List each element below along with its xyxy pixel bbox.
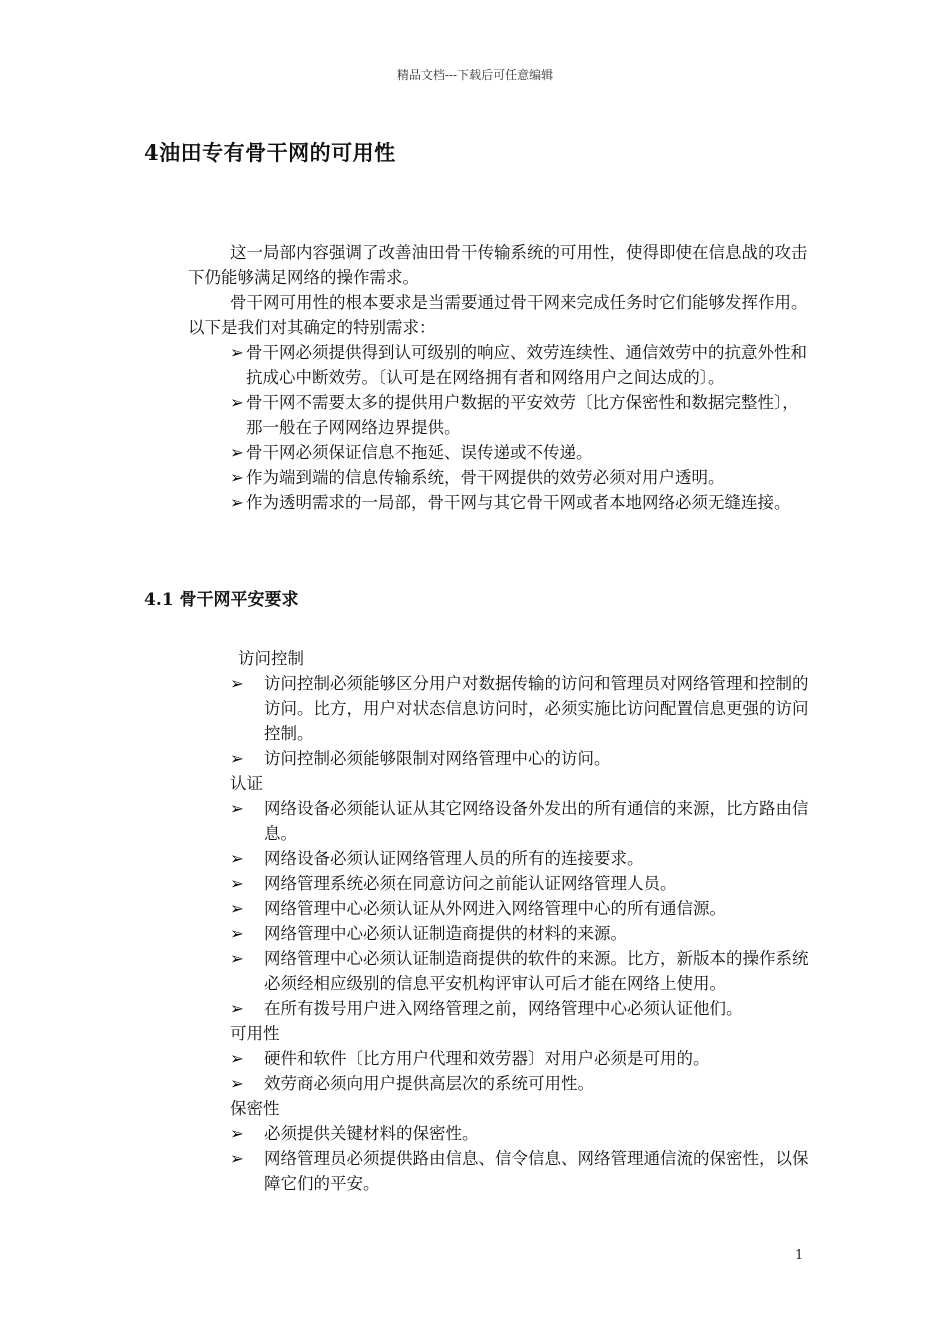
- list-item: [188, 465, 808, 490]
- list-item-text: 骨干网必须保证信息不拖延、误传递或不传递。: [246, 443, 593, 462]
- list-item-text: 网络管理中心必须认证从外网进入网络管理中心的所有通信源。: [264, 899, 726, 918]
- arrow-bullet-icon: ➢: [230, 1074, 244, 1093]
- list-item: [230, 996, 812, 1021]
- requirements-sections: [230, 646, 812, 1196]
- arrow-bullet-icon: ➢: [230, 849, 244, 868]
- authentication-list: [230, 796, 812, 1021]
- list-item-text: 网络设备必须能认证从其它网络设备外发出的所有通信的来源，比方路由信息。: [264, 799, 809, 843]
- page-number: 1: [795, 1248, 804, 1263]
- intro-paragraph: 骨干网可用性的根本要求是当需要通过骨干网来完成任务时它们能够发挥作用。以下是我们对其确定的特别需求：: [188, 293, 808, 337]
- chapter-title: 4油田专有骨干网的可用性: [144, 140, 396, 165]
- list-item-text: 作为端到端的信息传输系统，骨干网提供的效劳必须对用户透明。: [246, 468, 725, 487]
- list-item-text: 网络管理系统必须在同意访问之前能认证网络管理人员。: [264, 874, 677, 893]
- arrow-bullet-icon: ➢: [230, 949, 244, 968]
- arrow-bullet-icon: ➢: [230, 924, 244, 943]
- list-item-text: 访问控制必须能够限制对网络管理中心的访问。: [264, 749, 611, 768]
- list-item: [230, 1146, 812, 1196]
- page-header: 精品文档---下载后可任意编辑: [396, 68, 554, 82]
- list-item-text: 访问控制必须能够区分用户对数据传输的访问和管理员对网络管理和控制的访问。比方，用户对状态信息访问时，必须实施比访问配置信息更强的访问控制。: [264, 674, 809, 743]
- list-item: [230, 946, 812, 996]
- intro-paragraph: 这一局部内容强调了改善油田骨干传输系统的可用性，使得即使在信息战的攻击下仍能够满足网络的操作需求。: [188, 243, 808, 287]
- arrow-bullet-icon: ➢: [230, 674, 244, 693]
- list-item-text: 作为透明需求的一局部，骨干网与其它骨干网或者本地网络必须无缝连接。: [246, 493, 791, 512]
- arrow-bullet-icon: ➢: [230, 799, 244, 818]
- list-item-text: 必须提供关键材料的保密性。: [264, 1124, 479, 1143]
- list-item: [230, 746, 812, 771]
- arrow-bullet-icon: ➢: [230, 493, 244, 512]
- list-item-text: 硬件和软件〔比方用户代理和效劳器〕对用户必须是可用的。: [264, 1049, 710, 1068]
- availability-list: [230, 1046, 812, 1096]
- list-item-text: 效劳商必须向用户提供高层次的系统可用性。: [264, 1074, 594, 1093]
- arrow-bullet-icon: ➢: [230, 999, 244, 1018]
- confidentiality-list: [230, 1121, 812, 1196]
- list-item-text: 网络管理员必须提供路由信息、信令信息、网络管理通信流的保密性，以保障它们的平安。: [264, 1149, 809, 1193]
- list-item: [188, 440, 808, 465]
- subsection-title-confidentiality: 保密性: [230, 1099, 280, 1118]
- arrow-bullet-icon: ➢: [230, 1149, 244, 1168]
- list-item: [230, 1046, 812, 1071]
- list-item-text: 网络管理中心必须认证制造商提供的材料的来源。: [264, 924, 627, 943]
- list-item-text: 在所有拨号用户进入网络管理之前，网络管理中心必须认证他们。: [264, 999, 743, 1018]
- list-item-text: 网络设备必须认证网络管理人员的所有的连接要求。: [264, 849, 644, 868]
- list-item: [230, 871, 812, 896]
- intro-block: [188, 240, 808, 515]
- arrow-bullet-icon: ➢: [230, 899, 244, 918]
- list-item: [230, 1121, 812, 1146]
- list-item-text: 骨干网必须提供得到认可级别的响应、效劳连续性、通信效劳中的抗意外性和抗成心中断效劳。〔认可是在网络拥有者和网络用户之间达成的〕。: [246, 343, 807, 387]
- list-item: [230, 896, 812, 921]
- subsection-title-access-control: 访问控制: [238, 649, 304, 668]
- access-control-list: [230, 671, 812, 771]
- arrow-bullet-icon: ➢: [230, 874, 244, 893]
- section-title: 4.1 骨干网平安要求: [144, 590, 299, 610]
- list-item-text: 网络管理中心必须认证制造商提供的软件的来源。比方，新版本的操作系统必须经相应级别的信息平安机构评审认可后才能在网络上使用。: [264, 949, 809, 993]
- list-item: [230, 796, 812, 846]
- subsection-title-authentication: 认证: [230, 774, 263, 793]
- list-item: [230, 671, 812, 746]
- subsection-title-availability: 可用性: [230, 1024, 280, 1043]
- arrow-bullet-icon: ➢: [230, 749, 244, 768]
- arrow-bullet-icon: ➢: [230, 393, 244, 412]
- list-item: [230, 1071, 812, 1096]
- list-item: [230, 921, 812, 946]
- arrow-bullet-icon: ➢: [230, 1124, 244, 1143]
- list-item-text: 骨干网不需要太多的提供用户数据的平安效劳〔比方保密性和数据完整性〕，那一般在子网网络边界提供。: [246, 393, 799, 437]
- list-item: [188, 390, 808, 440]
- list-item: [188, 340, 808, 390]
- arrow-bullet-icon: ➢: [230, 1049, 244, 1068]
- arrow-bullet-icon: ➢: [230, 343, 244, 362]
- arrow-bullet-icon: ➢: [230, 443, 244, 462]
- list-item: [188, 490, 808, 515]
- list-item: [230, 846, 812, 871]
- requirements-list: [188, 340, 808, 515]
- arrow-bullet-icon: ➢: [230, 468, 244, 487]
